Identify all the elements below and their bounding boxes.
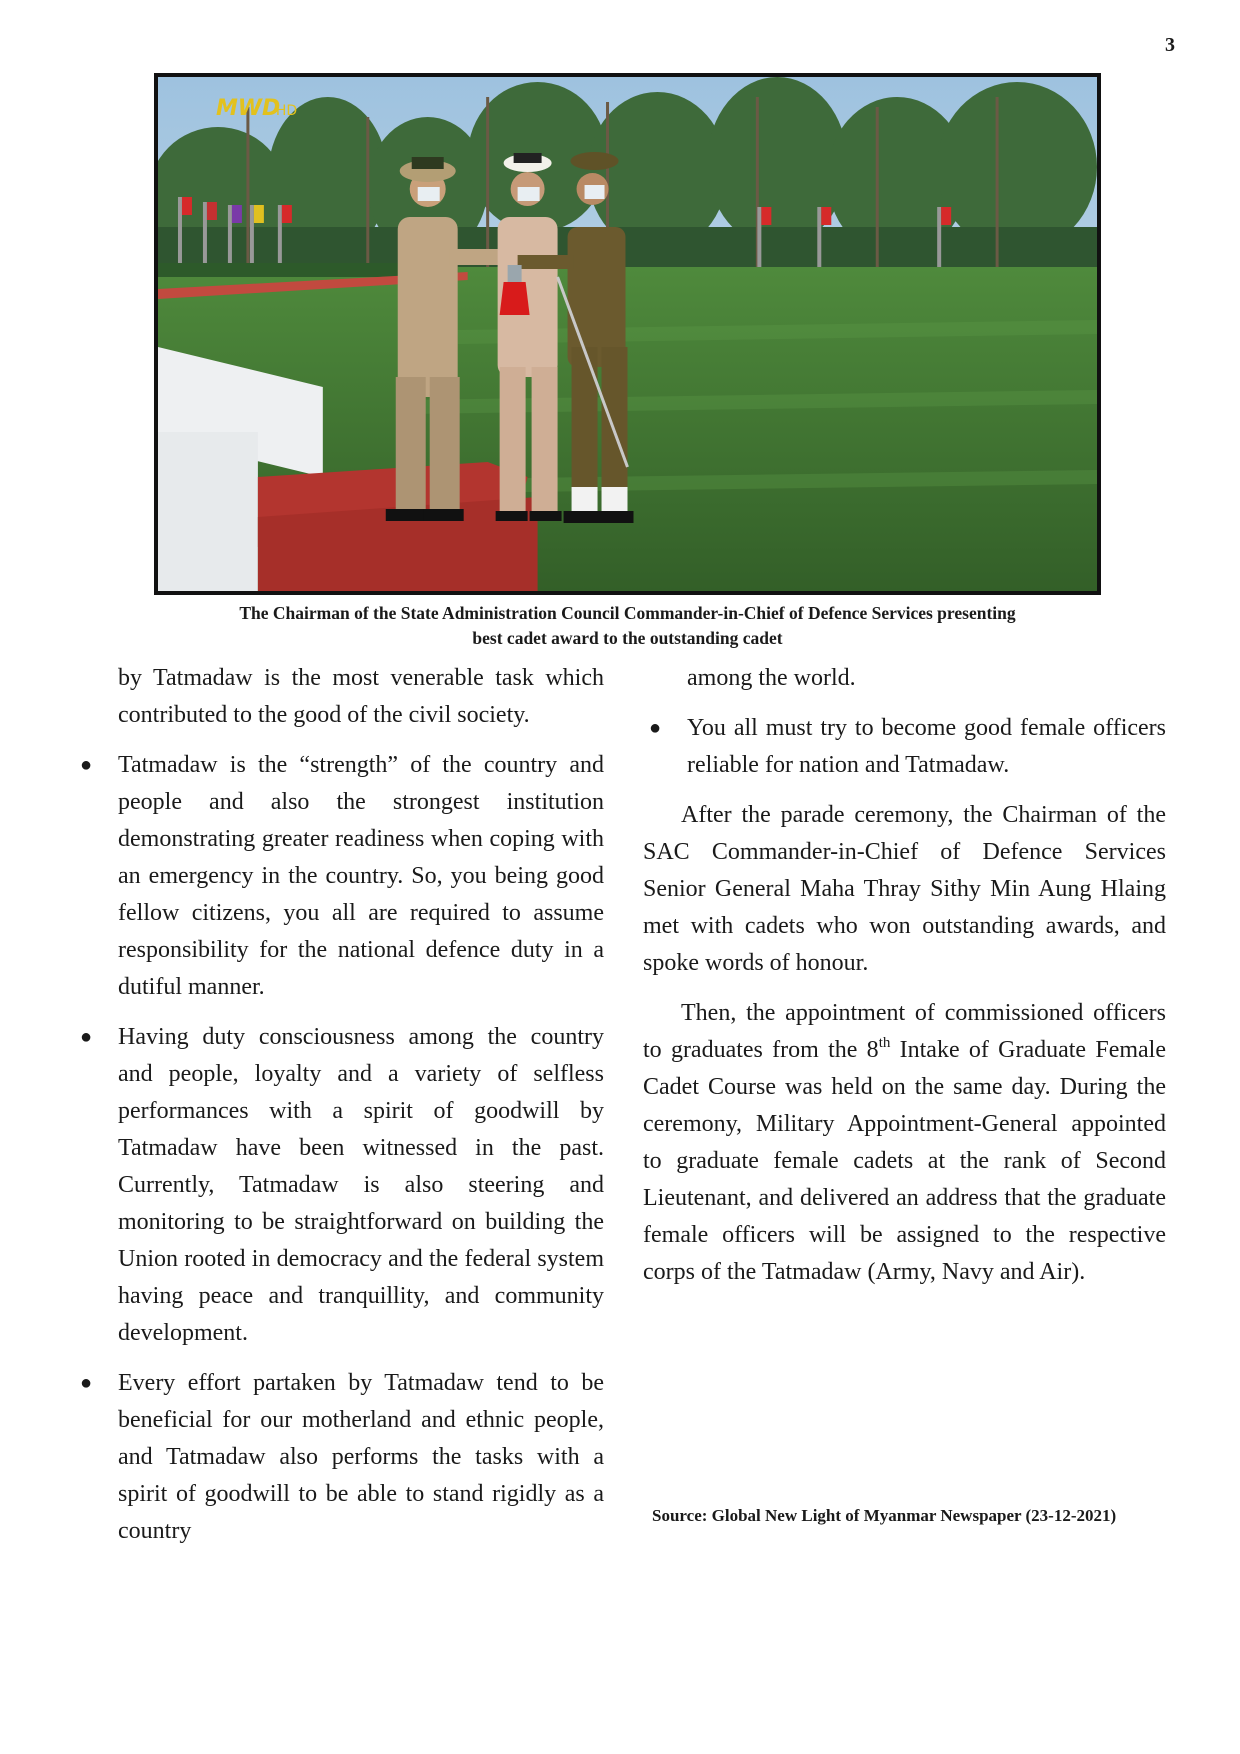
bullet-icon: ● <box>80 1026 93 1048</box>
bullet-icon: ● <box>80 754 93 776</box>
paragraph-text-end: Intake of Graduate Female Cadet Course was held on the same day. During the ceremony, Military Appointment-General appointed to graduate female cadets at the rank of Second Lieutenant, and delivered an address that the graduate female officers will be assigned to the respective corps of the Tatmadaw (Army, Navy and Air). <box>643 1037 1166 1285</box>
photo-caption <box>150 601 1105 651</box>
bullet-item <box>643 710 1166 784</box>
watermark-logo: MWD <box>215 95 281 122</box>
bullet-item <box>74 747 604 1006</box>
award-photo <box>154 73 1101 595</box>
bullet-icon: ● <box>649 717 662 739</box>
ceremony-photo-illustration <box>158 77 1097 591</box>
bullet-item <box>74 1365 604 1550</box>
bullet-icon: ● <box>80 1372 93 1394</box>
page-number: 3 <box>1165 34 1175 56</box>
body-paragraph: After the parade ceremony, the Chairman of the SAC Commander-in-Chief of Defence Services Senior General Maha Thray Sithy Min Aung Hlaing met with cadets who won outstanding awards, and spoke words of honour. <box>643 802 1166 976</box>
bullet-text: Every effort partaken by Tatmadaw tend to be beneficial for our motherland and ethnic people, and Tatmadaw also performs the tasks with a spirit of goodwill to be able to stand rigidly as a country <box>118 1370 604 1544</box>
bullet-text: You all must try to become good female officers reliable for nation and Tatmadaw. <box>687 715 1166 778</box>
bullet-text: Tatmadaw is the “strength” of the country and people and also the strongest institution demonstrating greater readiness when coping with an emergency in the country. So, you being good fellow citizens, you all are required to assume responsibility for the national defence duty in a dutiful manner. <box>118 752 604 1000</box>
caption-line-2: best cadet award to the outstanding cadet <box>472 628 783 648</box>
bullet-item <box>74 1019 604 1352</box>
left-column <box>74 660 604 1563</box>
continued-bullet-text: by Tatmadaw is the most venerable task which contributed to the good of the civil society. <box>118 665 604 728</box>
source-citation: Source: Global New Light of Myanmar Newspaper (23-12-2021) <box>652 1506 1117 1525</box>
body-paragraph <box>643 995 1166 1291</box>
paragraph-text-start: Then, the appointment of commissioned officers to graduates from the 8 <box>643 1000 1166 1063</box>
ordinal-superscript: th <box>878 1035 891 1051</box>
continued-bullet-text: among the world. <box>687 665 856 691</box>
svg-text:HD: HD <box>275 102 298 120</box>
caption-line-1: The Chairman of the State Administration Council Commander-in-Chief of Defence Services presenting <box>239 603 1016 623</box>
bullet-text: Having duty consciousness among the country and people, loyalty and a variety of selfless performances with a spirit of goodwill by Tatmadaw have been witnessed in the past. Currently, Tatmadaw is also steering and monitoring to be straightforward on building the Union rooted in democracy and the federal system having peace and tranquillity, and community development. <box>118 1024 604 1346</box>
right-column <box>643 660 1166 1304</box>
